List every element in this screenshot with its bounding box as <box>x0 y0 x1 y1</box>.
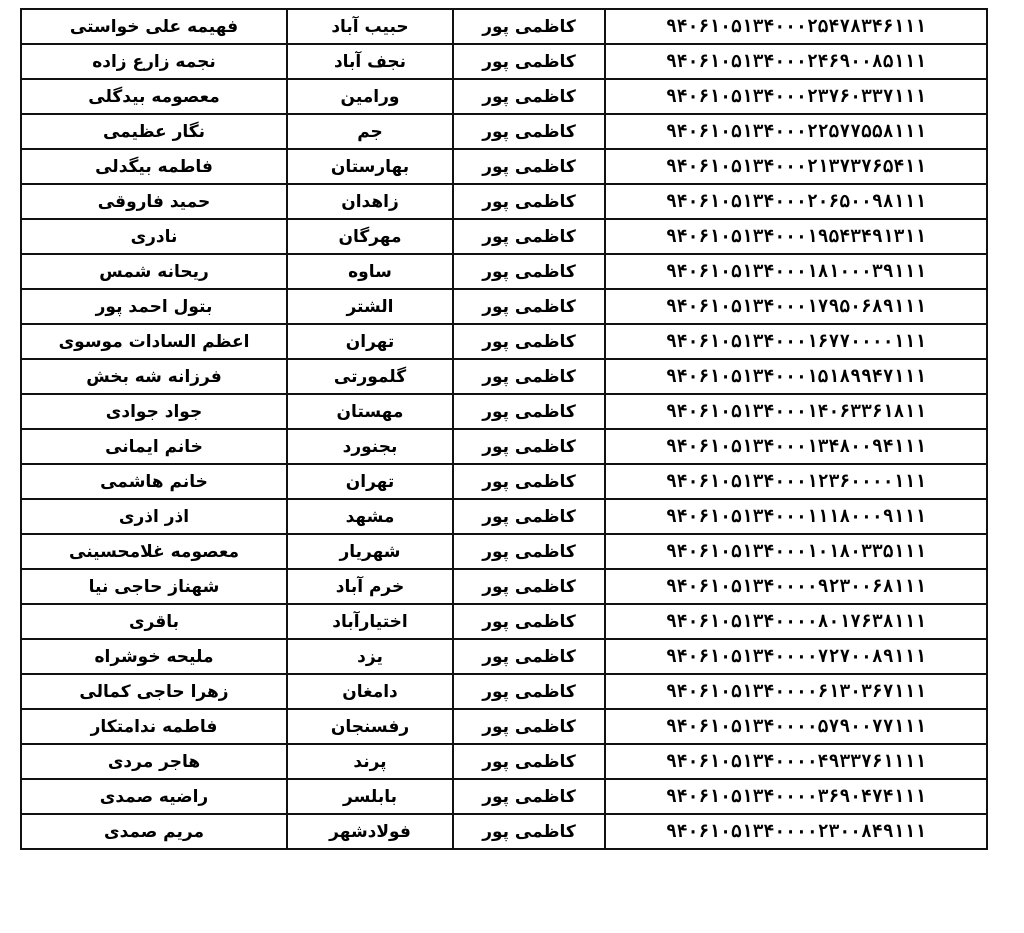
table-row <box>21 184 987 219</box>
surname-cell: کاظمی پور <box>453 324 605 359</box>
tracking-code-cell: ۹۴۰۶۱۰۵۱۳۴۰۰۰۱۶۷۷۰۰۰۰۱۱۱ <box>605 324 987 359</box>
table-row <box>21 639 987 674</box>
person-name-cell: فاطمه بیگدلی <box>21 149 287 184</box>
tracking-code-cell: ۹۴۰۶۱۰۵۱۳۴۰۰۰۰۸۰۱۷۶۳۸۱۱۱ <box>605 604 987 639</box>
table-row <box>21 569 987 604</box>
city-cell: دامغان <box>287 674 453 709</box>
table-row <box>21 674 987 709</box>
tracking-code-cell: ۹۴۰۶۱۰۵۱۳۴۰۰۰۰۶۱۳۰۳۶۷۱۱۱ <box>605 674 987 709</box>
person-name-cell: خانم ایمانی <box>21 429 287 464</box>
table-row <box>21 464 987 499</box>
city-cell: حبیب آباد <box>287 9 453 44</box>
surname-cell: کاظمی پور <box>453 79 605 114</box>
table-row <box>21 814 987 849</box>
tracking-code-cell: ۹۴۰۶۱۰۵۱۳۴۰۰۰۲۰۶۵۰۰۹۸۱۱۱ <box>605 184 987 219</box>
tracking-code-cell: ۹۴۰۶۱۰۵۱۳۴۰۰۰۱۰۱۸۰۳۳۵۱۱۱ <box>605 534 987 569</box>
person-name-cell: حمید فاروقی <box>21 184 287 219</box>
person-name-cell: فرزانه شه بخش <box>21 359 287 394</box>
table-row <box>21 394 987 429</box>
tracking-code-cell: ۹۴۰۶۱۰۵۱۳۴۰۰۰۲۳۷۶۰۳۳۷۱۱۱ <box>605 79 987 114</box>
city-cell: یزد <box>287 639 453 674</box>
person-name-cell: معصومه غلامحسینی <box>21 534 287 569</box>
table-row <box>21 744 987 779</box>
person-name-cell: خانم هاشمی <box>21 464 287 499</box>
city-cell: ساوه <box>287 254 453 289</box>
tracking-code-cell: ۹۴۰۶۱۰۵۱۳۴۰۰۰۱۱۱۸۰۰۰۹۱۱۱ <box>605 499 987 534</box>
person-name-cell: نگار عظیمی <box>21 114 287 149</box>
tracking-code-cell: ۹۴۰۶۱۰۵۱۳۴۰۰۰۰۵۷۹۰۰۷۷۱۱۱ <box>605 709 987 744</box>
tracking-code-cell: ۹۴۰۶۱۰۵۱۳۴۰۰۰۱۴۰۶۳۳۶۱۸۱۱ <box>605 394 987 429</box>
table-row <box>21 149 987 184</box>
tracking-code-cell: ۹۴۰۶۱۰۵۱۳۴۰۰۰۰۷۲۷۰۰۸۹۱۱۱ <box>605 639 987 674</box>
surname-cell: کاظمی پور <box>453 639 605 674</box>
tracking-code-cell: ۹۴۰۶۱۰۵۱۳۴۰۰۰۱۸۱۰۰۰۳۹۱۱۱ <box>605 254 987 289</box>
surname-cell: کاظمی پور <box>453 779 605 814</box>
table-row <box>21 499 987 534</box>
table-row <box>21 9 987 44</box>
surname-cell: کاظمی پور <box>453 184 605 219</box>
person-name-cell: مریم صمدی <box>21 814 287 849</box>
surname-cell: کاظمی پور <box>453 534 605 569</box>
table-row <box>21 79 987 114</box>
surname-cell: کاظمی پور <box>453 674 605 709</box>
surname-cell: کاظمی پور <box>453 149 605 184</box>
table-row <box>21 324 987 359</box>
city-cell: ورامین <box>287 79 453 114</box>
person-name-cell: زهرا حاجی کمالی <box>21 674 287 709</box>
city-cell: زاهدان <box>287 184 453 219</box>
person-name-cell: فهیمه علی خواستی <box>21 9 287 44</box>
city-cell: مهستان <box>287 394 453 429</box>
surname-cell: کاظمی پور <box>453 394 605 429</box>
city-cell: تهران <box>287 324 453 359</box>
table-row <box>21 254 987 289</box>
city-cell: جم <box>287 114 453 149</box>
table-row <box>21 604 987 639</box>
tracking-code-cell: ۹۴۰۶۱۰۵۱۳۴۰۰۰۱۹۵۴۳۴۹۱۳۱۱ <box>605 219 987 254</box>
surname-cell: کاظمی پور <box>453 44 605 79</box>
table-row <box>21 534 987 569</box>
city-cell: بجنورد <box>287 429 453 464</box>
surname-cell: کاظمی پور <box>453 429 605 464</box>
table-row <box>21 429 987 464</box>
tracking-code-cell: ۹۴۰۶۱۰۵۱۳۴۰۰۰۲۴۶۹۰۰۸۵۱۱۱ <box>605 44 987 79</box>
tracking-code-cell: ۹۴۰۶۱۰۵۱۳۴۰۰۰۱۲۳۶۰۰۰۰۱۱۱ <box>605 464 987 499</box>
document-page <box>20 8 986 850</box>
city-cell: بهارستان <box>287 149 453 184</box>
table-row <box>21 44 987 79</box>
tracking-code-cell: ۹۴۰۶۱۰۵۱۳۴۰۰۰۲۵۴۷۸۳۴۶۱۱۱ <box>605 9 987 44</box>
city-cell: بابلسر <box>287 779 453 814</box>
tracking-code-cell: ۹۴۰۶۱۰۵۱۳۴۰۰۰۱۳۴۸۰۰۹۴۱۱۱ <box>605 429 987 464</box>
tracking-code-cell: ۹۴۰۶۱۰۵۱۳۴۰۰۰۰۹۲۳۰۰۶۸۱۱۱ <box>605 569 987 604</box>
person-name-cell: بتول احمد پور <box>21 289 287 324</box>
surname-cell: کاظمی پور <box>453 464 605 499</box>
person-name-cell: نجمه زارع زاده <box>21 44 287 79</box>
records-table-body <box>21 9 987 849</box>
person-name-cell: باقری <box>21 604 287 639</box>
person-name-cell: شهناز حاجی نیا <box>21 569 287 604</box>
table-row <box>21 779 987 814</box>
person-name-cell: معصومه بیدگلی <box>21 79 287 114</box>
table-row <box>21 219 987 254</box>
tracking-code-cell: ۹۴۰۶۱۰۵۱۳۴۰۰۰۰۳۶۹۰۴۷۴۱۱۱ <box>605 779 987 814</box>
tracking-code-cell: ۹۴۰۶۱۰۵۱۳۴۰۰۰۲۱۳۷۳۷۶۵۴۱۱ <box>605 149 987 184</box>
surname-cell: کاظمی پور <box>453 9 605 44</box>
tracking-code-cell: ۹۴۰۶۱۰۵۱۳۴۰۰۰۲۲۵۷۷۵۵۸۱۱۱ <box>605 114 987 149</box>
city-cell: گلمورتی <box>287 359 453 394</box>
person-name-cell: نادری <box>21 219 287 254</box>
tracking-code-cell: ۹۴۰۶۱۰۵۱۳۴۰۰۰۱۷۹۵۰۶۸۹۱۱۱ <box>605 289 987 324</box>
table-row <box>21 709 987 744</box>
person-name-cell: اعظم السادات موسوی <box>21 324 287 359</box>
table-row <box>21 114 987 149</box>
city-cell: اختیارآباد <box>287 604 453 639</box>
person-name-cell: هاجر مردی <box>21 744 287 779</box>
surname-cell: کاظمی پور <box>453 569 605 604</box>
city-cell: پرند <box>287 744 453 779</box>
city-cell: شهریار <box>287 534 453 569</box>
tracking-code-cell: ۹۴۰۶۱۰۵۱۳۴۰۰۰۰۴۹۳۳۷۶۱۱۱۱ <box>605 744 987 779</box>
person-name-cell: ریحانه شمس <box>21 254 287 289</box>
person-name-cell: جواد جوادی <box>21 394 287 429</box>
person-name-cell: فاطمه ندامتکار <box>21 709 287 744</box>
records-table <box>20 8 988 850</box>
person-name-cell: ملیحه خوشراه <box>21 639 287 674</box>
table-row <box>21 359 987 394</box>
person-name-cell: اذر اذری <box>21 499 287 534</box>
tracking-code-cell: ۹۴۰۶۱۰۵۱۳۴۰۰۰۰۲۳۰۰۸۴۹۱۱۱ <box>605 814 987 849</box>
surname-cell: کاظمی پور <box>453 254 605 289</box>
surname-cell: کاظمی پور <box>453 604 605 639</box>
surname-cell: کاظمی پور <box>453 114 605 149</box>
city-cell: خرم آباد <box>287 569 453 604</box>
surname-cell: کاظمی پور <box>453 709 605 744</box>
surname-cell: کاظمی پور <box>453 814 605 849</box>
city-cell: تهران <box>287 464 453 499</box>
city-cell: فولادشهر <box>287 814 453 849</box>
surname-cell: کاظمی پور <box>453 359 605 394</box>
city-cell: مهرگان <box>287 219 453 254</box>
city-cell: الشتر <box>287 289 453 324</box>
city-cell: نجف آباد <box>287 44 453 79</box>
table-row <box>21 289 987 324</box>
city-cell: مشهد <box>287 499 453 534</box>
surname-cell: کاظمی پور <box>453 744 605 779</box>
person-name-cell: راضیه صمدی <box>21 779 287 814</box>
surname-cell: کاظمی پور <box>453 289 605 324</box>
surname-cell: کاظمی پور <box>453 499 605 534</box>
city-cell: رفسنجان <box>287 709 453 744</box>
surname-cell: کاظمی پور <box>453 219 605 254</box>
tracking-code-cell: ۹۴۰۶۱۰۵۱۳۴۰۰۰۱۵۱۸۹۹۴۷۱۱۱ <box>605 359 987 394</box>
